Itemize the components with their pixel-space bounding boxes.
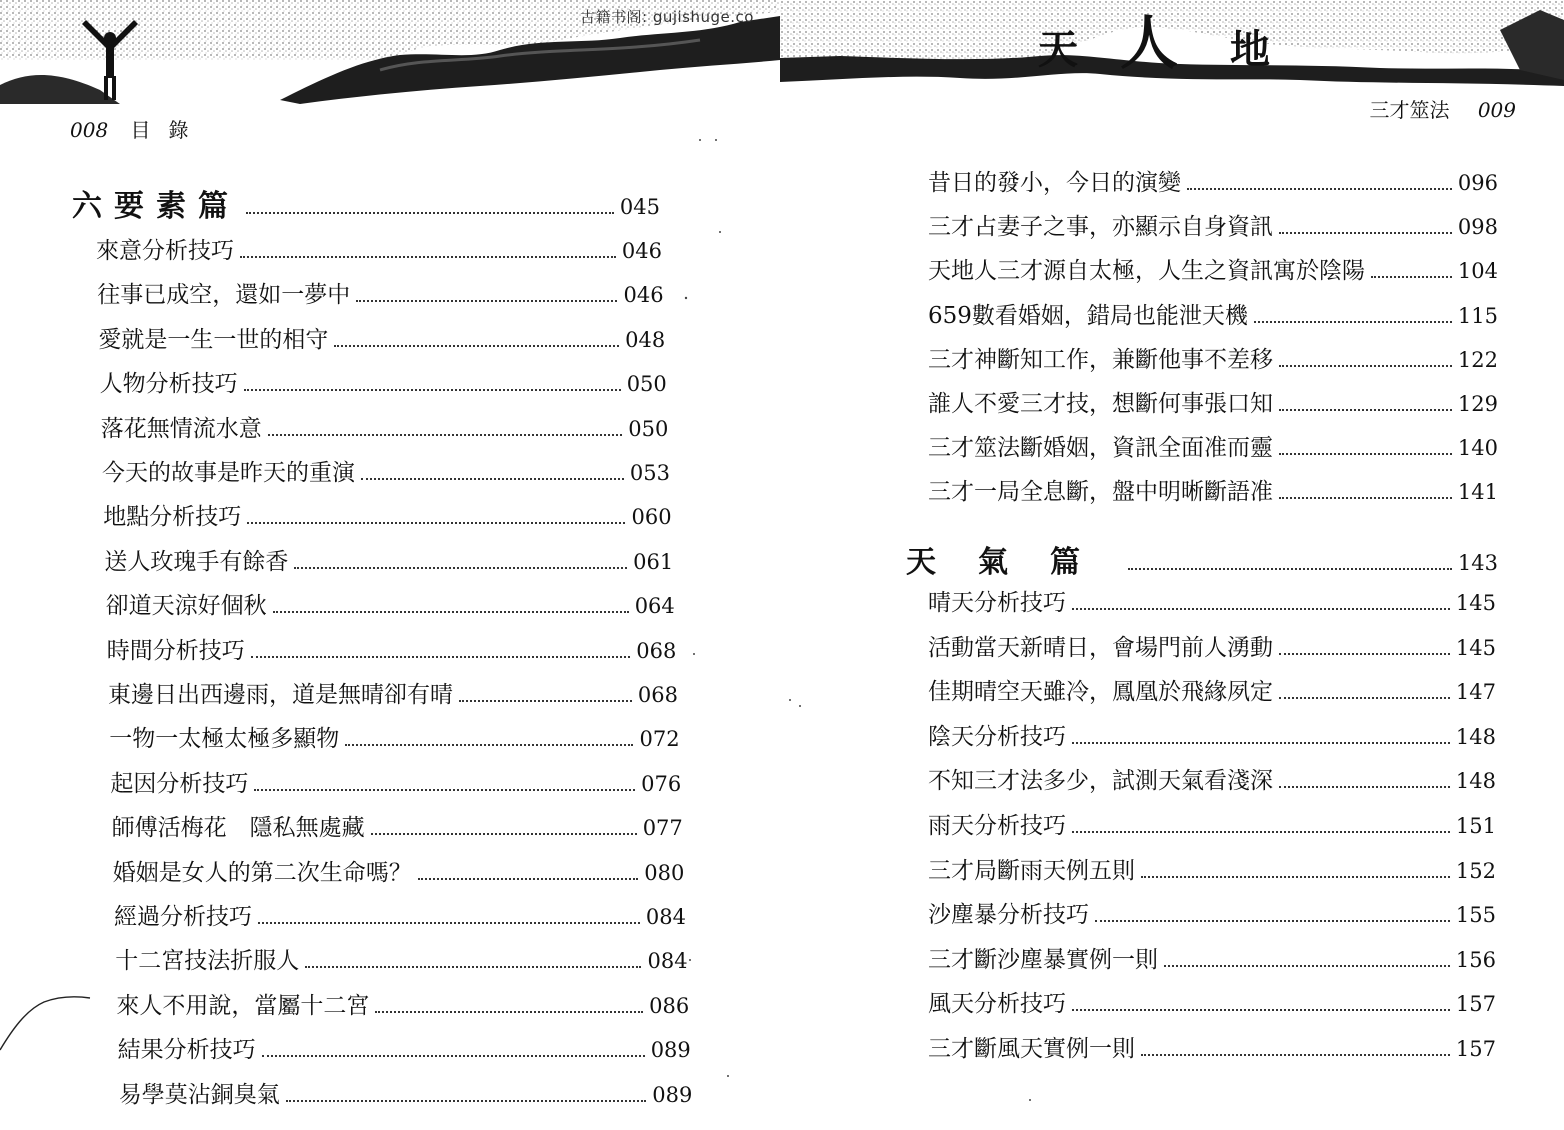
- toc-entry[interactable]: [928, 256, 1498, 286]
- toc-entry-label: 愛就是一生一世的相守: [98, 326, 329, 353]
- leader-dots: [375, 1011, 643, 1013]
- toc-entry[interactable]: [928, 633, 1496, 663]
- toc-entry-label: 不知三才法多少，試測天氣看淺深: [928, 768, 1273, 795]
- banner-char-human: 人: [1120, 9, 1179, 77]
- leader-dots: [345, 744, 633, 746]
- leader-dots: [459, 700, 632, 702]
- toc-entry[interactable]: [109, 724, 679, 754]
- toc-entry[interactable]: [115, 946, 687, 976]
- toc-entry-page-number: 122: [1457, 347, 1498, 372]
- leader-dots: [247, 522, 625, 524]
- leader-dots: [1279, 409, 1452, 411]
- toc-entry-page-number: 061: [633, 549, 674, 574]
- section-page-number: 045: [619, 195, 660, 219]
- toc-section-heading[interactable]: [72, 189, 660, 224]
- toc-entry-page-number: 148: [1455, 769, 1496, 794]
- toc-entry[interactable]: [113, 858, 685, 888]
- toc-entry[interactable]: [100, 369, 667, 399]
- toc-entry[interactable]: [928, 389, 1498, 419]
- leader-dots: [240, 256, 616, 258]
- site-watermark: 古籍书阁: gujishuge.co: [580, 8, 754, 26]
- toc-entry-page-number: 140: [1457, 436, 1498, 461]
- toc-entry[interactable]: [928, 168, 1498, 198]
- right-page: [780, 0, 1564, 1130]
- toc-entry-page-number: 084: [647, 949, 688, 974]
- toc-entry-label: 晴天分析技巧: [928, 590, 1066, 616]
- leader-dots: [1279, 232, 1452, 234]
- toc-entry[interactable]: [928, 811, 1496, 841]
- toc-entry-page-number: 064: [634, 594, 675, 619]
- toc-entry[interactable]: [98, 325, 665, 355]
- toc-entry-page-number: 155: [1455, 903, 1496, 928]
- toc-entry-label: 來人不用說，當屬十二宮: [116, 992, 370, 1019]
- toc-entry-label: 人物分析技巧: [99, 371, 238, 398]
- toc-entry-label: 三才筮法斷婚姻，資訊全面准而靈: [928, 435, 1273, 462]
- leader-dots: [418, 878, 639, 880]
- toc-entry-page-number: 115: [1457, 303, 1498, 328]
- toc-entry[interactable]: [119, 1080, 693, 1110]
- toc-entry[interactable]: [104, 547, 673, 577]
- toc-entry-label: 來意分析技巧: [96, 238, 234, 264]
- leader-dots: [356, 300, 617, 302]
- leader-dots: [1371, 276, 1452, 278]
- toc-entry[interactable]: [928, 345, 1498, 375]
- left-running-title: 目錄: [130, 118, 207, 142]
- toc-entry-page-number: 157: [1455, 992, 1496, 1017]
- toc-entry-page-number: 156: [1455, 947, 1496, 972]
- toc-entry-label: 易學莫沾銅臭氣: [118, 1081, 280, 1108]
- leader-dots: [1141, 1054, 1450, 1056]
- toc-entry[interactable]: [928, 477, 1498, 507]
- toc-entry-label: 卻道天涼好個秋: [105, 593, 267, 620]
- toc-entry-label: 雨天分析技巧: [928, 813, 1066, 839]
- leader-dots: [361, 478, 624, 480]
- leader-dots: [1279, 697, 1450, 699]
- toc-entry-page-number: 145: [1455, 591, 1496, 615]
- leader-dots: [371, 833, 637, 835]
- toc-entry-page-number: 089: [652, 1082, 693, 1107]
- toc-entry-label: 天地人三才源自太極，人生之資訊寓於陰陽: [928, 258, 1365, 285]
- toc-entry-label: 地點分析技巧: [103, 504, 242, 531]
- leader-dots: [1279, 365, 1452, 367]
- toc-entry[interactable]: [110, 769, 681, 799]
- toc-entry[interactable]: [928, 588, 1496, 618]
- toc-entry-label: 往事已成空，還如一夢中: [97, 282, 351, 309]
- right-running-title: 三才筮法: [1369, 98, 1450, 122]
- toc-section-heading[interactable]: [906, 545, 1498, 580]
- toc-entry-label: 佳期晴空天雖冷，鳳凰於飛緣夙定: [928, 679, 1273, 706]
- toc-entry-page-number: 084: [645, 905, 686, 929]
- leader-dots: [262, 1055, 645, 1057]
- toc-entry-label: 今天的故事是昨天的重演: [102, 460, 355, 486]
- section-title: 天氣篇: [906, 545, 1122, 580]
- toc-entry[interactable]: [928, 433, 1498, 463]
- leader-dots: [294, 567, 627, 569]
- toc-entry[interactable]: [928, 989, 1496, 1019]
- toc-entry[interactable]: [112, 813, 683, 843]
- toc-entry-page-number: 050: [628, 416, 669, 441]
- toc-entry-page-number: 050: [626, 372, 667, 397]
- left-page: [0, 0, 780, 1130]
- toc-entry[interactable]: [928, 212, 1498, 242]
- toc-entry-label: 昔日的發小，今日的演變: [928, 170, 1181, 196]
- leader-dots: [1187, 188, 1452, 190]
- toc-entry-page-number: 089: [650, 1038, 691, 1063]
- toc-entry-page-number: 104: [1457, 259, 1498, 284]
- section-page-number: 143: [1457, 551, 1498, 575]
- toc-entry[interactable]: [106, 591, 675, 621]
- leader-dots: [251, 656, 631, 658]
- toc-entry-label: 三才一局全息斷，盤中明晰斷語准: [928, 479, 1273, 506]
- toc-entry-page-number: 072: [639, 727, 680, 752]
- toc-entry-label: 十二宮技法折服人: [115, 948, 300, 975]
- toc-entry-page-number: 060: [631, 505, 672, 530]
- leader-dots: [1072, 831, 1450, 833]
- toc-entry-page-number: 145: [1455, 635, 1496, 660]
- left-toc: [0, 0, 780, 1130]
- toc-entry-label: 三才占妻子之事，亦顯示自身資訊: [928, 214, 1273, 241]
- leader-dots: [1279, 653, 1450, 655]
- left-page-number: 008: [70, 118, 109, 142]
- toc-entry-label: 東邊日出西邊雨，道是無晴卻有晴: [108, 682, 453, 708]
- toc-entry-label: 結果分析技巧: [117, 1037, 256, 1064]
- toc-entry-label: 沙塵暴分析技巧: [928, 902, 1089, 929]
- leader-dots: [1164, 965, 1450, 967]
- leader-dots: [273, 611, 629, 613]
- leader-dots: [1254, 321, 1452, 323]
- toc-entry[interactable]: [928, 766, 1496, 796]
- toc-entry-label: 送人玫瑰手有餘香: [104, 548, 289, 575]
- toc-entry-page-number: 147: [1455, 680, 1496, 705]
- leader-dots: [1141, 876, 1450, 878]
- toc-entry-page-number: 129: [1457, 392, 1498, 416]
- right-toc: [780, 0, 1564, 1130]
- toc-entry[interactable]: [114, 902, 686, 932]
- toc-entry[interactable]: [928, 900, 1496, 930]
- leader-dots: [1128, 568, 1452, 570]
- toc-entry[interactable]: [103, 502, 671, 532]
- toc-entry[interactable]: [116, 991, 689, 1021]
- leader-dots: [258, 922, 640, 924]
- toc-entry[interactable]: [928, 722, 1496, 752]
- toc-entry-page-number: 077: [642, 816, 683, 841]
- toc-entry-page-number: 068: [636, 638, 677, 663]
- leader-dots: [1279, 786, 1450, 788]
- toc-entry-label: 起因分析技巧: [110, 770, 249, 797]
- toc-entry-label: 659數看婚姻，錯局也能泄天機: [928, 302, 1248, 329]
- toc-entry-label: 經過分析技巧: [114, 904, 252, 930]
- leader-dots: [1072, 608, 1450, 610]
- toc-entry[interactable]: [928, 945, 1496, 975]
- toc-entry-label: 婚姻是女人的第二次生命嗎？: [112, 859, 412, 886]
- leader-dots: [244, 389, 621, 391]
- leader-dots: [1279, 497, 1452, 499]
- section-title: 六要素篇: [72, 189, 240, 224]
- toc-entry[interactable]: [101, 414, 669, 444]
- toc-entry-page-number: 141: [1457, 480, 1498, 505]
- toc-entry-label: 落花無情流水意: [100, 415, 262, 442]
- toc-entry-page-number: 096: [1457, 171, 1498, 195]
- toc-entry-label: 時間分析技巧: [106, 637, 245, 664]
- leader-dots: [286, 1100, 647, 1102]
- banner-char-heaven: 天: [1038, 26, 1078, 73]
- toc-entry[interactable]: [928, 856, 1496, 886]
- toc-entry-label: 活動當天新晴日，會場門前人湧動: [928, 634, 1273, 661]
- right-page-number: 009: [1477, 98, 1516, 122]
- toc-entry[interactable]: [108, 680, 678, 710]
- toc-entry-label: 三才局斷雨天例五則: [928, 857, 1135, 884]
- toc-entry[interactable]: [107, 636, 677, 666]
- toc-entry-page-number: 048: [625, 327, 666, 352]
- leader-dots: [246, 212, 614, 214]
- toc-entry-page-number: 148: [1455, 724, 1496, 749]
- toc-entry-page-number: 086: [649, 993, 690, 1018]
- banner-char-earth: 地: [1230, 26, 1270, 73]
- leader-dots: [1095, 920, 1450, 922]
- toc-entry[interactable]: [928, 301, 1498, 331]
- toc-entry[interactable]: [96, 236, 662, 266]
- toc-entry[interactable]: [118, 1035, 691, 1065]
- leader-dots: [1279, 453, 1452, 455]
- leader-dots: [254, 789, 635, 791]
- toc-entry-label: 三才斷沙塵暴實例一則: [928, 946, 1158, 973]
- toc-entry-page-number: 068: [637, 683, 678, 707]
- toc-entry-label: 三才神斷知工作，兼斷他事不差移: [928, 346, 1273, 373]
- toc-entry-page-number: 046: [623, 283, 664, 308]
- toc-entry-page-number: 053: [629, 461, 670, 485]
- toc-entry-page-number: 076: [641, 771, 682, 796]
- leader-dots: [334, 345, 619, 347]
- toc-entry[interactable]: [928, 677, 1496, 707]
- toc-entry-label: 師傅活梅花 隱私無處藏: [111, 815, 365, 842]
- toc-entry-label: 一物一太極太極多顯物: [109, 726, 340, 753]
- toc-entry-label: 誰人不愛三才技，想斷何事張口知: [928, 391, 1273, 417]
- toc-entry-label: 陰天分析技巧: [928, 723, 1066, 750]
- leader-dots: [1072, 742, 1450, 744]
- toc-entry-page-number: 098: [1457, 215, 1498, 240]
- toc-entry[interactable]: [102, 458, 670, 488]
- toc-entry-page-number: 152: [1455, 858, 1496, 883]
- toc-entry-page-number: 080: [644, 860, 685, 885]
- leader-dots: [305, 966, 641, 968]
- toc-entry-page-number: 046: [621, 239, 662, 263]
- toc-entry-page-number: 151: [1455, 814, 1496, 838]
- toc-entry-page-number: 157: [1455, 1037, 1496, 1061]
- toc-entry-label: 三才斷風天實例一則: [928, 1036, 1135, 1062]
- toc-entry-label: 風天分析技巧: [928, 991, 1066, 1018]
- toc-entry[interactable]: [928, 1034, 1496, 1064]
- leader-dots: [1072, 1009, 1450, 1011]
- toc-entry[interactable]: [97, 280, 663, 310]
- leader-dots: [268, 434, 623, 436]
